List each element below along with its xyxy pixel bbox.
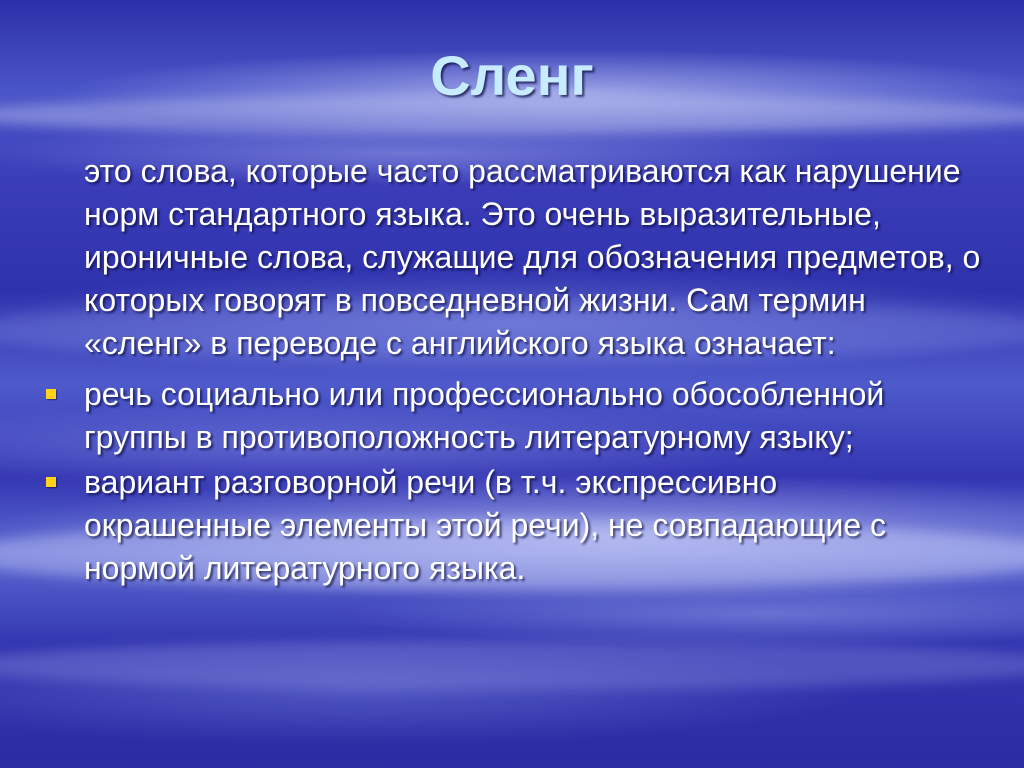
bullet-text: речь социально или профессионально обособленной группы в противоположность литературному языку; xyxy=(84,376,885,455)
slide-title: Сленг xyxy=(430,44,594,107)
list-item xyxy=(0,373,964,459)
bullet-list xyxy=(0,373,1024,590)
slide-body xyxy=(0,150,1024,590)
bullet-text: вариант разговорной речи (в т.ч. экспрессивно окрашенные элементы этой речи), не совпадающие с нормой литературного языка. xyxy=(84,464,886,586)
square-bullet-icon xyxy=(46,477,56,487)
list-item xyxy=(0,461,964,590)
background-streak xyxy=(0,640,1024,690)
intro-paragraph: это слова, которые часто рассматриваются как нарушение норм стандартного языка. Это очень выразительные, ироничные слова, служащие для обозначения предметов, о которых говорят в повседневной жизни. Сам термин «сленг» в переводе с английского языка означает: xyxy=(84,153,981,361)
square-bullet-icon xyxy=(46,389,56,399)
